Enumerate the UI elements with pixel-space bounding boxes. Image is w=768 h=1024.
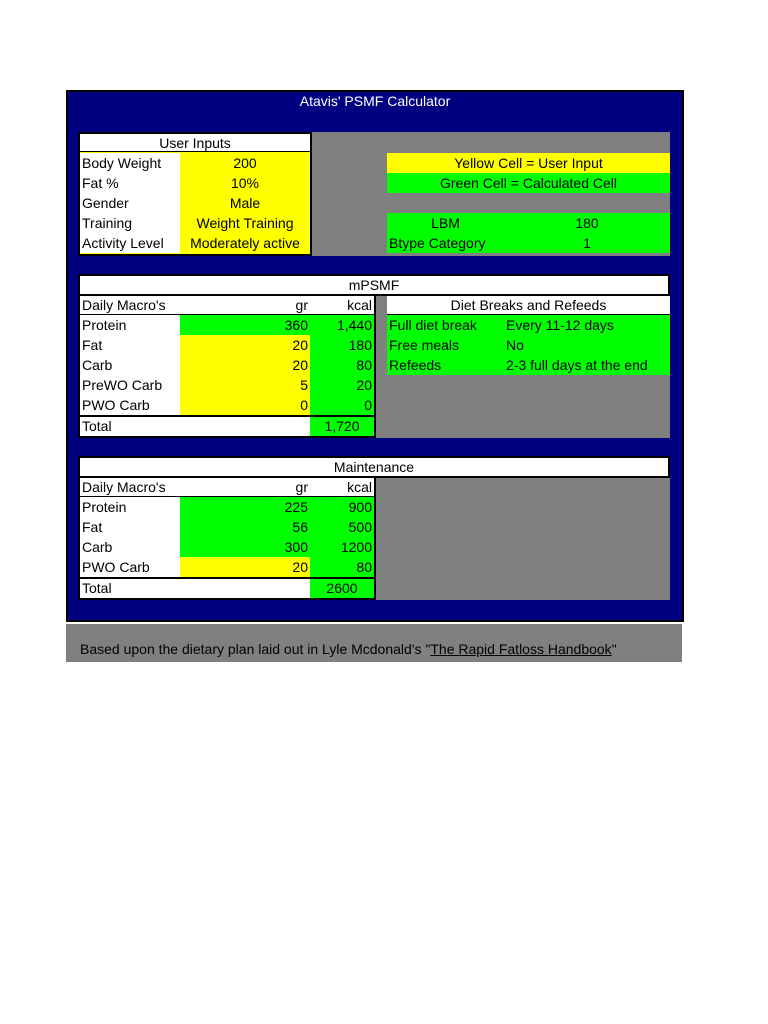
input-body-weight[interactable]: 200 (180, 153, 310, 173)
mpsmf-kcal-carb: 80 (310, 355, 374, 375)
maintenance-label-pwo-carb: PWO Carb (80, 557, 180, 577)
legend-yellow: Yellow Cell = User Input (387, 153, 670, 173)
input-activity-level[interactable]: Moderately active (180, 233, 310, 253)
mpsmf-label-protein: Protein (80, 315, 180, 335)
maintenance-gr-fat: 56 (180, 517, 310, 537)
maintenance-gr-pwo-carb[interactable]: 20 (180, 557, 310, 577)
mpsmf-label-carb: Carb (80, 355, 180, 375)
diet-break-label-full: Full diet break (387, 315, 504, 335)
mpsmf-label-prewo-carb: PreWO Carb (80, 375, 180, 395)
maintenance-kcal-carb: 1200 (310, 537, 374, 557)
input-fat-percent[interactable]: 10% (180, 173, 310, 193)
legend-green: Green Cell = Calculated Cell (387, 173, 670, 193)
input-label-training: Training (80, 213, 180, 233)
maintenance-col-gr: gr (180, 478, 310, 496)
footer-note (80, 640, 617, 658)
diet-break-value-refeeds: 2-3 full days at the end (504, 355, 670, 375)
mpsmf-gr-prewo-carb[interactable]: 5 (180, 375, 310, 395)
maintenance-kcal-pwo-carb: 80 (310, 557, 374, 577)
mpsmf-label-fat: Fat (80, 335, 180, 355)
mpsmf-total-label: Total (80, 417, 310, 436)
footer-suffix: " (611, 641, 617, 657)
maintenance-label-carb: Carb (80, 537, 180, 557)
input-label-body-weight: Body Weight (80, 153, 180, 173)
maintenance-col-label: Daily Macro's (80, 478, 180, 496)
mpsmf-kcal-fat: 180 (310, 335, 374, 355)
mpsmf-gr-carb[interactable]: 20 (180, 355, 310, 375)
maintenance-gr-protein: 225 (180, 497, 310, 517)
diet-break-label-free-meals: Free meals (387, 335, 504, 355)
lbm-value: 180 (504, 213, 670, 233)
input-label-fat: Fat % (80, 173, 180, 193)
mpsmf-total-kcal: 1,720 (310, 417, 374, 436)
maintenance-gr-carb: 300 (180, 537, 310, 557)
maintenance-kcal-protein: 900 (310, 497, 374, 517)
mpsmf-header: mPSMF (78, 274, 670, 296)
input-gender[interactable]: Male (180, 193, 310, 213)
handbook-link[interactable]: The Rapid Fatloss Handbook (430, 641, 612, 657)
mpsmf-kcal-prewo-carb: 20 (310, 375, 374, 395)
mpsmf-kcal-protein: 1,440 (310, 315, 374, 335)
mpsmf-gr-protein: 360 (180, 315, 310, 335)
input-label-gender: Gender (80, 193, 180, 213)
calculator-title: Atavis' PSMF Calculator (299, 93, 451, 109)
btype-label: Btype Category (387, 233, 504, 253)
footer-prefix: Based upon the dietary plan laid out in Lyle Mcdonald's " (80, 641, 431, 657)
mpsmf-gr-fat[interactable]: 20 (180, 335, 310, 355)
btype-value: 1 (504, 233, 670, 253)
user-inputs-header: User Inputs (80, 134, 310, 152)
mpsmf-col-kcal: kcal (310, 296, 374, 314)
diet-break-value-full: Every 11-12 days (504, 315, 670, 335)
maintenance-total-kcal: 2600 (310, 579, 374, 598)
input-training[interactable]: Weight Training (180, 213, 310, 233)
diet-break-label-refeeds: Refeeds (387, 355, 504, 375)
maintenance-label-fat: Fat (80, 517, 180, 537)
mpsmf-col-label: Daily Macro's (80, 296, 180, 314)
input-label-activity-level: Activity Level (80, 233, 180, 253)
mpsmf-col-gr: gr (180, 296, 310, 314)
mpsmf-label-pwo-carb: PWO Carb (80, 395, 180, 415)
maintenance-kcal-fat: 500 (310, 517, 374, 537)
diet-breaks-header: Diet Breaks and Refeeds (387, 296, 670, 314)
diet-break-value-free-meals: No (504, 335, 670, 355)
maintenance-label-protein: Protein (80, 497, 180, 517)
mpsmf-kcal-pwo-carb: 0 (310, 395, 374, 415)
mpsmf-gr-pwo-carb[interactable]: 0 (180, 395, 310, 415)
maintenance-total-label: Total (80, 579, 310, 598)
maintenance-header: Maintenance (78, 456, 670, 478)
lbm-label: LBM (387, 213, 504, 233)
maintenance-col-kcal: kcal (310, 478, 374, 496)
